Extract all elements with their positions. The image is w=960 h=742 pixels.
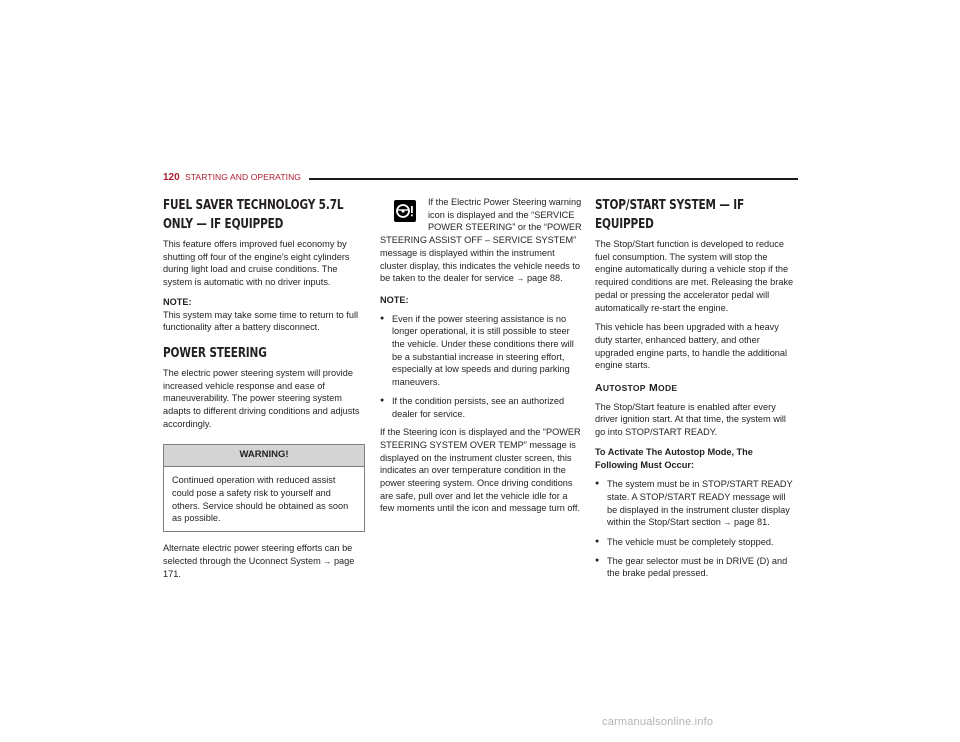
column-left — [163, 196, 365, 588]
power-steering-heading: POWER STEERING — [163, 344, 267, 361]
note-text: This system may take some time to return to full functionality after a battery disconnect. — [163, 309, 359, 333]
header-rule — [309, 178, 798, 180]
power-steering-paragraph: The electric power steering system will provide increased vehicle response and ease of maneuverability. The power steering system adapts to different driving conditions and adjusts accordingly. — [163, 367, 360, 429]
note-bullet-list — [380, 313, 582, 421]
list-item: ● The gear selector must be in DRIVE (D) and the brake pedal pressed. — [595, 555, 797, 580]
warning-box — [163, 444, 365, 532]
page-ref-arrow-icon: → — [723, 518, 732, 528]
warning-text: Continued operation with reduced assist could pose a safety risk to yourself and others. Service should be obtained as soon as possible. — [172, 475, 349, 524]
eps-block — [380, 196, 582, 286]
list-item: ● If the condition persists, see an authorized dealer for service. — [380, 395, 582, 420]
stop-start-paragraph-2: This vehicle has been upgraded with a heavy duty starter, enhanced battery, and other upgraded engine parts, to handle the additional engine starts. — [595, 322, 788, 371]
autostop-bullet-list — [595, 478, 797, 580]
steering-warning-icon — [394, 200, 416, 222]
to-activate-label: To Activate The Autostop Mode, The Following Must Occur: — [595, 446, 753, 470]
page-ref-arrow-icon: → — [516, 274, 525, 284]
stop-start-paragraph-1: The Stop/Start function is developed to reduce fuel consumption. The system will stop the engine automatically during a vehicle stop if the required conditions are met. Releasing the brake pedal or pressing the accelerator pedal will automatically re-start the engine. — [595, 239, 794, 313]
section-title: STARTING AND OPERATING — [185, 172, 302, 182]
page-ref-link[interactable]: page 81. — [734, 517, 770, 528]
fuel-saver-paragraph: This feature offers improved fuel economy by shutting off four of the engine's eight cylinders during light load and cruise conditions. The system is automatic with no driver inputs. — [163, 239, 350, 288]
note-label: NOTE: — [163, 296, 192, 307]
autostop-paragraph: The Stop/Start feature is enabled after every driver ignition start. At that time, the system will go into STOP/START READY. — [595, 401, 786, 438]
page-ref-link[interactable]: page 171. — [163, 555, 355, 580]
page-number: 120 — [163, 172, 180, 183]
stop-start-heading: STOP/START SYSTEM — IF EQUIPPED — [595, 197, 745, 232]
page-ref-arrow-icon: → — [323, 556, 332, 566]
alternate-efforts-paragraph — [163, 542, 365, 581]
note-label: NOTE: — [380, 294, 409, 305]
list-item: ● The vehicle must be completely stopped. — [595, 536, 797, 549]
autostop-mode-heading: AUTOSTOP MODE — [595, 382, 678, 395]
alternate-efforts-text: Alternate electric power steering efforts can be selected through the Uconnect System — [163, 542, 353, 566]
page-header — [163, 172, 798, 186]
fuel-saver-heading: FUEL SAVER TECHNOLOGY 5.7L ONLY — IF EQUIPPED — [163, 197, 344, 232]
column-right — [595, 196, 797, 586]
warning-title: WARNING! — [164, 445, 364, 467]
page-ref-link[interactable]: page 88. — [526, 273, 563, 284]
watermark: carmanualsonline.info — [602, 716, 714, 728]
list-item: ● The system must be in STOP/START READY state. A STOP/START READY message will be displayed in the instrument cluster display within the Stop/Start section → page 81. — [595, 478, 797, 530]
overtemp-paragraph: If the Steering icon is displayed and the “POWER STEERING SYSTEM OVER TEMP” message is displayed on the instrument cluster screen, this indicates an over temperature condition in the power steering system. Once driving conditions are safe, pull over and let the vehicle idle for a few moments until the icon and message turn off. — [380, 427, 581, 514]
eps-text: If the Electric Power Steering warning icon is displayed and the “SERVICE POWER STEERING” or the “POWER STEERING ASSIST OFF – SERVICE SYSTEM” message is displayed within the instrument cluster display, this indicates the vehicle needs to be taken to the dealer for service — [380, 197, 582, 284]
column-middle — [380, 196, 582, 522]
list-item: ● Even if the power steering assistance is no longer operational, it is still possible to steer the vehicle. Under these conditions there will be a substantial increase in steering effort, especially at low speeds and during parking maneuvers. — [380, 313, 582, 389]
